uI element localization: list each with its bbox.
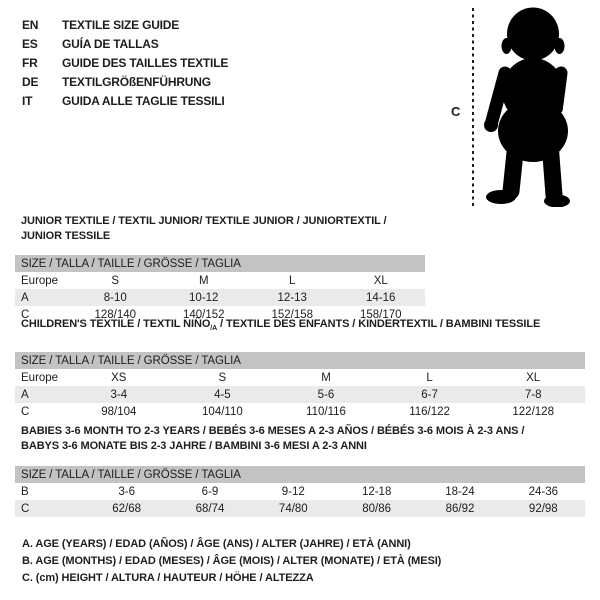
language-code: ES <box>22 37 38 51</box>
babies-table-title <box>21 424 585 454</box>
value-cell: 12-18 <box>361 485 392 498</box>
language-title: GUIDA ALLE TAGLIE TESSILI <box>62 94 225 108</box>
language-code: IT <box>22 94 33 108</box>
table-row <box>15 386 585 403</box>
value-cell: 3-6 <box>118 485 135 498</box>
value-cell: 122/128 <box>512 405 554 418</box>
junior-size-table <box>15 255 425 323</box>
value-cell: M <box>198 274 209 287</box>
value-cell: 8-10 <box>103 291 127 304</box>
value-cell: 12-13 <box>277 291 307 304</box>
value-cell: 68/74 <box>195 502 225 515</box>
language-row <box>22 16 228 35</box>
value-cell: 3-4 <box>110 388 128 401</box>
language-code: EN <box>22 18 39 32</box>
table-title-segment: CHILDREN'S TEXTILE / TEXTIL NIÑO <box>21 318 211 330</box>
value-cell: 5-6 <box>317 388 335 401</box>
value-cell: 140/152 <box>182 308 225 321</box>
table-title-segment: / TEXTILE DES ENFANTS / KINDERTEXTIL / BAMBINI TESSILE <box>217 318 541 330</box>
language-title: GUIDE DES TAILLES TEXTILE <box>62 56 229 70</box>
babies-size-table <box>15 466 585 517</box>
row-label-cell: Europe <box>21 371 59 384</box>
language-title: GUÍA DE TALLAS <box>62 37 159 51</box>
value-cell: 86/92 <box>445 502 475 515</box>
size-header-cell: SIZE / TALLA / TAILLE / GRÖSSE / TAGLIA <box>15 466 585 483</box>
table-row <box>15 369 585 386</box>
junior-table-title <box>21 214 425 244</box>
size-header-row <box>15 255 425 272</box>
babies-size-table-section <box>15 424 585 517</box>
value-cell: 158/170 <box>359 308 402 321</box>
footnote-legend <box>22 536 441 587</box>
footnote: A. AGE (YEARS) / EDAD (AÑOS) / ÂGE (ANS) / ALTER (JAHRE) / ETÀ (ANNI) <box>22 538 411 550</box>
value-cell: 116/122 <box>409 405 450 418</box>
row-label-cell: Europe <box>21 274 59 287</box>
value-cell: 152/158 <box>271 308 314 321</box>
value-cell: 9-12 <box>281 485 305 498</box>
value-cell: 110/116 <box>306 405 346 418</box>
value-cell: 92/98 <box>528 502 558 515</box>
value-cell: 10-12 <box>189 291 219 304</box>
value-cell: 74/80 <box>278 502 308 515</box>
footnote: C. (cm) HEIGHT / ALTURA / HAUTEUR / HÖHE / ALTEZZA <box>22 572 314 584</box>
size-header-row <box>15 352 585 369</box>
size-header-cell: SIZE / TALLA / TAILLE / GRÖSSE / TAGLIA <box>15 255 425 272</box>
table-row <box>15 272 425 289</box>
language-row <box>22 73 228 92</box>
height-measure-dashed-line <box>472 8 474 206</box>
language-title: TEXTILGRÖßENFÜHRUNG <box>62 75 211 89</box>
value-cell: 24-36 <box>528 485 559 498</box>
table-row <box>15 483 585 500</box>
row-label-cell: B <box>21 485 29 498</box>
value-cell: 104/110 <box>202 405 243 418</box>
row-label-cell: C <box>21 405 30 418</box>
table-title-segment: /A <box>210 325 218 333</box>
value-cell: XL <box>526 371 541 384</box>
row-label-cell: C <box>21 308 30 321</box>
language-row <box>22 35 228 54</box>
value-cell: 6-9 <box>201 485 219 498</box>
language-heading-list <box>22 16 228 111</box>
size-header-row <box>15 466 585 483</box>
value-cell: XL <box>373 274 388 287</box>
row-label-cell: C <box>21 502 30 515</box>
value-cell: S <box>111 274 120 287</box>
table-title-segment: BABIES 3-6 MONTH TO 2-3 YEARS / BEBÉS 3-6 MESES A 2-3 AÑOS / BÉBÉS 3-6 MOIS À 2-3 ANS / <box>21 425 525 437</box>
value-cell: XS <box>111 371 127 384</box>
table-row <box>15 289 425 306</box>
value-cell: 18-24 <box>445 485 475 498</box>
language-row <box>22 54 228 73</box>
value-cell: 128/140 <box>94 308 137 321</box>
table-row <box>15 403 585 420</box>
row-label-cell: A <box>21 388 29 401</box>
table-title-segment: BABYS 3-6 MONATE BIS 2-3 JAHRE / BAMBINI 3-6 MESI A 2-3 ANNI <box>21 440 367 452</box>
language-code: FR <box>22 56 38 70</box>
value-cell: L <box>426 371 433 384</box>
row-label-cell: A <box>21 291 29 304</box>
language-row <box>22 92 228 111</box>
value-cell: 6-7 <box>421 388 438 401</box>
value-cell: L <box>289 274 296 287</box>
children-size-table-section <box>15 317 585 420</box>
value-cell: 80/86 <box>362 502 392 515</box>
value-cell: 98/104 <box>101 405 137 418</box>
size-header-cell: SIZE / TALLA / TAILLE / GRÖSSE / TAGLIA <box>15 352 585 369</box>
junior-size-table-section <box>15 214 425 323</box>
children-table-title <box>21 317 585 336</box>
value-cell: 7-8 <box>524 388 542 401</box>
value-cell: S <box>218 371 227 384</box>
table-title-segment: JUNIOR TEXTILE / TEXTIL JUNIOR/ TEXTILE JUNIOR / JUNIORTEXTIL / JUNIOR TESSILE <box>21 215 387 242</box>
table-row <box>15 500 585 517</box>
value-cell: 62/68 <box>112 502 142 515</box>
language-code: DE <box>22 75 39 89</box>
baby-silhouette-icon <box>478 5 592 207</box>
value-cell: 4-5 <box>214 388 231 401</box>
value-cell: 14-16 <box>366 291 396 304</box>
language-title: TEXTILE SIZE GUIDE <box>62 18 180 32</box>
value-cell: M <box>321 371 331 384</box>
children-size-table <box>15 352 585 420</box>
height-measure-label: C <box>451 104 461 119</box>
footnote: B. AGE (MONTHS) / EDAD (MESES) / ÂGE (MOIS) / ALTER (MONATE) / ETÀ (MESI) <box>22 555 442 567</box>
